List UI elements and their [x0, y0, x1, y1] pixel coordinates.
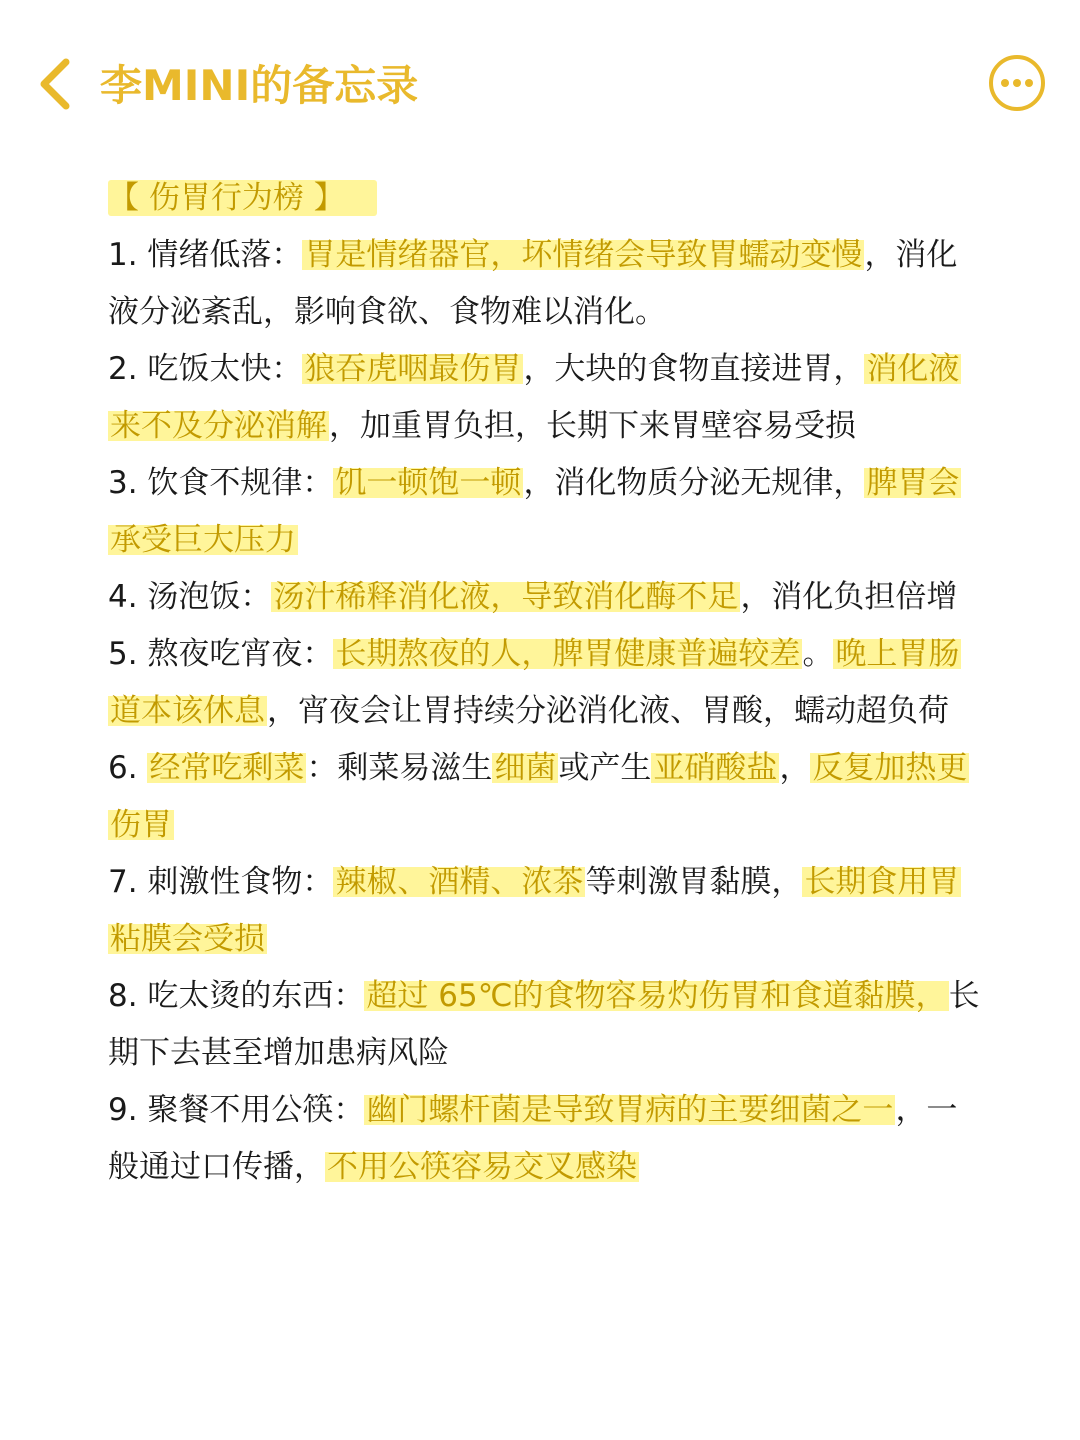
note-text: ，消化负担倍增 — [740, 579, 958, 615]
note-text: 等刺激胃黏膜， — [585, 864, 803, 900]
note-text: ，一般通过口传播， — [108, 1092, 958, 1185]
note-heading — [108, 170, 980, 227]
note-text: 3. 饮食不规律： — [108, 465, 334, 501]
highlighted-text: 长期熬夜的人，脾胃健康普遍较差 — [335, 636, 801, 672]
highlighted-text: 饥一顿饱一顿 — [335, 465, 522, 501]
note-text: 1. 情绪低落： — [108, 237, 303, 273]
note-text: ：剩菜易滋生 — [306, 750, 493, 786]
note-item — [108, 626, 980, 740]
note-item-list — [108, 227, 980, 1196]
note-text: ，大块的食物直接进胃， — [523, 351, 865, 387]
note-text: ，消化物质分泌无规律， — [523, 465, 865, 501]
note-text: 6. — [108, 750, 148, 786]
note-item — [108, 227, 980, 341]
chevron-left-icon — [34, 56, 84, 112]
note-body[interactable] — [108, 170, 980, 1196]
note-text: ，宵夜会让胃持续分泌消化液、胃酸，蠕动超负荷 — [267, 693, 949, 729]
highlighted-text: 不用公筷容易交叉感染 — [327, 1149, 637, 1185]
note-item — [108, 569, 980, 626]
highlighted-text: 细菌 — [494, 750, 557, 786]
highlighted-text: 晚上胃肠道本该休息 — [110, 636, 960, 729]
highlighted-text: 狼吞虎咽最伤胃 — [304, 351, 522, 387]
highlighted-text: 反复加热更伤胃 — [110, 750, 968, 843]
note-text: 4. 汤泡饭： — [108, 579, 272, 615]
note-text: 7. 刺激性食物： — [108, 864, 334, 900]
highlighted-text: 经常吃剩菜 — [149, 750, 305, 786]
note-text: 2. 吃饭太快： — [108, 351, 303, 387]
note-item — [108, 740, 980, 854]
app-title: 李MINI的备忘录 — [100, 61, 419, 110]
note-text: ，加重胃负担，长期下来胃壁容易受损 — [329, 408, 856, 444]
note-text: 5. 熬夜吃宵夜： — [108, 636, 334, 672]
highlighted-text: 长期食用胃粘膜会受损 — [110, 864, 960, 957]
highlighted-text: 幽门螺杆菌是导致胃病的主要细菌之一 — [366, 1092, 894, 1128]
note-item — [108, 968, 980, 1082]
top-bar — [0, 0, 1080, 170]
note-text: 长期下去甚至增加患病风险 — [108, 978, 980, 1071]
highlighted-text: 辣椒、酒精、浓茶 — [335, 864, 584, 900]
note-text: ， — [779, 750, 811, 786]
highlighted-text: 亚硝酸盐 — [653, 750, 778, 786]
note-text: 8. 吃太烫的东西： — [108, 978, 365, 1014]
note-text: 9. 聚餐不用公筷： — [108, 1092, 365, 1128]
note-item — [108, 1082, 980, 1196]
highlighted-text: 汤汁稀释消化液，导致消化酶不足 — [273, 579, 739, 615]
note-item — [108, 455, 980, 569]
note-text: 。 — [802, 636, 834, 672]
note-item — [108, 341, 980, 455]
highlighted-text: 脾胃会承受巨大压力 — [110, 465, 960, 558]
note-text: 或产生 — [558, 750, 652, 786]
highlighted-text: 消化液来不及分泌消解 — [110, 351, 960, 444]
note-heading-text: 【 伤胃行为榜 】 — [108, 180, 377, 216]
highlighted-text: 超过 65℃的食物容易灼伤胃和食道黏膜， — [366, 978, 947, 1014]
highlighted-text: 胃是情绪器官，坏情绪会导致胃蠕动变慢 — [304, 237, 863, 273]
note-item — [108, 854, 980, 968]
back-button[interactable] — [34, 56, 84, 112]
more-button[interactable] — [988, 54, 1046, 112]
more-horizontal-icon — [988, 54, 1046, 112]
note-text: ，消化液分泌紊乱，影响食欲、食物难以消化。 — [108, 237, 958, 330]
